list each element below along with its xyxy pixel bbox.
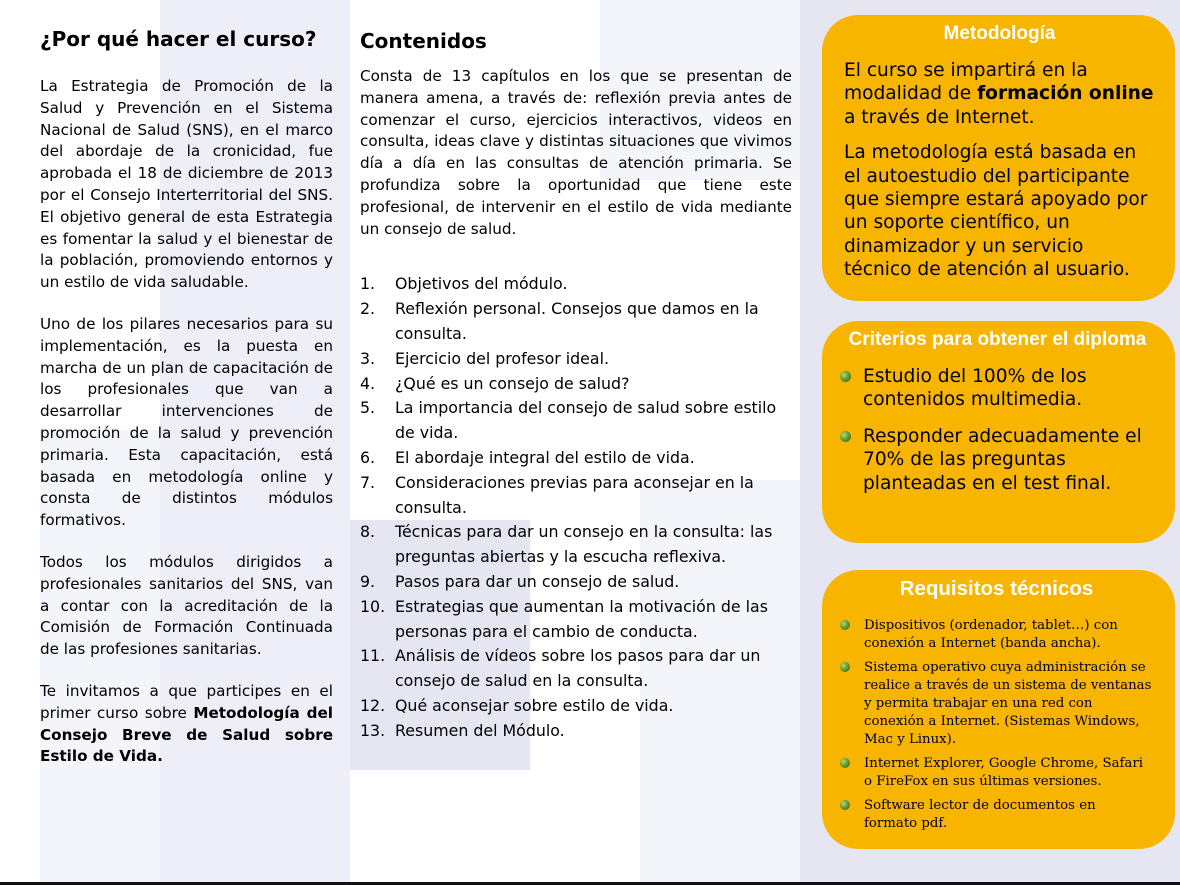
- contents-heading: Contenidos: [360, 29, 487, 53]
- chapter-title: Qué aconsejar sobre estilo de vida.: [395, 695, 674, 715]
- requirement-item: [840, 797, 1153, 833]
- methodology-online-bold: formación online: [977, 83, 1154, 105]
- chapter-title: Pasos para dar un consejo de salud.: [395, 571, 680, 591]
- bullet-icon: [840, 800, 850, 810]
- chapter-title: Análisis de vídeos sobre los pasos para dar un consejo de salud en la consulta.: [395, 646, 761, 691]
- requirement-item-text: Internet Explorer, Google Chrome, Safari o FireFox en sus últimas versiones.: [864, 756, 1143, 789]
- chapter-number: 11.: [360, 646, 386, 666]
- chapter-title: Resumen del Módulo.: [395, 720, 565, 740]
- chapter-item: [360, 297, 792, 347]
- chapter-title: ¿Qué es un consejo de salud?: [395, 373, 630, 393]
- bullet-icon: [840, 620, 850, 630]
- chapter-number: 4.: [360, 373, 376, 393]
- criteria-item: [840, 425, 1155, 495]
- chapter-item: [360, 272, 792, 297]
- requirement-item: [840, 617, 1153, 653]
- chapter-number: 10.: [360, 596, 386, 616]
- chapter-title: Técnicas para dar un consejo en la consulta: las preguntas abiertas y la escucha reflexiva.: [395, 522, 773, 567]
- requirement-item: [840, 755, 1153, 791]
- why-section: [40, 26, 333, 788]
- chapter-title: La importancia del consejo de salud sobre estilo de vida.: [395, 398, 777, 443]
- criteria-title: Criterios para obtener el diploma: [848, 329, 1147, 350]
- chapter-number: 12.: [360, 695, 386, 715]
- chapter-item: [360, 471, 792, 521]
- chapter-title: Objetivos del módulo.: [395, 274, 568, 294]
- chapter-title: El abordaje integral del estilo de vida.: [395, 447, 695, 467]
- why-paragraph-4-text: Te invitamos a que participes en el primer curso sobre: [40, 681, 333, 722]
- chapter-item: [360, 396, 792, 446]
- requirement-item-text: Dispositivos (ordenador, tablet…) con conexión a Internet (banda ancha).: [864, 618, 1118, 651]
- methodology-text-end: a través de Internet.: [844, 106, 1035, 128]
- chapter-item: [360, 694, 792, 719]
- why-heading: ¿Por qué hacer el curso?: [40, 27, 317, 51]
- why-paragraph-3: Todos los módulos dirigidos a profesionales sanitarios del SNS, van a contar con la acreditación de la Comisión de Formación Continuada de las profesiones sanitarias.: [40, 552, 333, 659]
- bullet-icon: [840, 371, 851, 382]
- criteria-box: [822, 321, 1175, 543]
- requirement-item-text: Sistema operativo cuya administración se realice a través de un sistema de ventanas y permita trabajar en una red con conexión a Internet. (Sistemas Windows, Mac y Linux).: [864, 660, 1152, 747]
- criteria-item-text: Estudio del 100% de los contenidos multimedia.: [863, 366, 1087, 411]
- contents-intro: Consta de 13 capítulos en los que se presentan de manera amena, a través de: reflexión previa antes de comenzar el curso, ejercicios interactivos, videos en consulta, ideas clave y distintas situaciones que vivimos día a día en las consultas de atención primaria. Se profundiza sobre la oportunidad que tiene este profesional, de intervenir en el estilo de vida mediante un consejo de salud.: [360, 67, 792, 238]
- methodology-box: [822, 15, 1175, 301]
- chapter-item: [360, 347, 792, 372]
- criteria-item: [840, 365, 1155, 412]
- chapter-title: Estrategias que aumentan la motivación de las personas para el cambio de conducta.: [395, 596, 768, 641]
- chapter-number: 3.: [360, 348, 376, 368]
- why-paragraph-2: Uno de los pilares necesarios para su implementación, es la puesta en marcha de un plan de capacitación de los profesionales que van a desarrollar intervenciones de promoción de la salud y prevención primaria. Esta capacitación, está basada en metodología online y consta de distintos módulos formativos.: [40, 314, 333, 530]
- contents-section: [360, 28, 792, 744]
- methodology-paragraph-1: [844, 59, 1155, 129]
- chapter-number: 1.: [360, 274, 376, 294]
- chapter-item: [360, 446, 792, 471]
- chapter-number: 5.: [360, 398, 376, 418]
- why-paragraph-1: La Estrategia de Promoción de la Salud y Prevención en el Sistema Nacional de Salud (SNS), en el marco del abordaje de la cronicidad, fue aprobada el 18 de diciembre de 2013 por el Consejo Interterritorial del SNS. El objetivo general de esta Estrategia es fomentar la salud y el bienestar de la población, promoviendo entornos y un estilo de vida saludable.: [40, 77, 333, 292]
- chapter-title: Ejercicio del profesor ideal.: [395, 348, 609, 368]
- methodology-text-start: El curso se impartirá en la modalidad de: [844, 60, 1088, 105]
- chapter-number: 9.: [360, 571, 376, 591]
- chapter-list: [360, 272, 792, 743]
- chapter-title: Consideraciones previas para aconsejar en la consulta.: [395, 472, 754, 517]
- chapter-number: 2.: [360, 299, 376, 319]
- chapter-item: [360, 595, 792, 645]
- methodology-paragraph-2: La metodología está basada en el autoestudio del participante que siempre estará apoyado por un soporte científico, un dinamizador y un servicio técnico de atención al usuario.: [844, 142, 1148, 281]
- chapter-number: 6.: [360, 447, 376, 467]
- bullet-icon: [840, 662, 850, 672]
- chapter-number: 13.: [360, 720, 386, 740]
- requirements-title: Requisitos técnicos: [899, 577, 1094, 600]
- chapter-item: [360, 372, 792, 397]
- requirements-box: [822, 570, 1175, 849]
- chapter-item: [360, 520, 792, 570]
- why-paragraph-4: [40, 681, 333, 768]
- chapter-number: 8.: [360, 522, 376, 542]
- chapter-item: [360, 644, 792, 694]
- chapter-item: [360, 719, 792, 744]
- bullet-icon: [840, 758, 850, 768]
- course-name: Metodología del Consejo Breve de Salud sobre Estilo de Vida.: [40, 703, 334, 766]
- bullet-icon: [840, 431, 851, 442]
- criteria-item-text: Responder adecuadamente el 70% de las preguntas planteadas en el test final.: [863, 425, 1142, 494]
- chapter-item: [360, 570, 792, 595]
- chapter-title: Reflexión personal. Consejos que damos en la consulta.: [395, 299, 759, 343]
- methodology-title: Metodología: [943, 23, 1056, 44]
- requirement-item-text: Software lector de documentos en formato pdf.: [864, 798, 1096, 831]
- chapter-number: 7.: [360, 472, 376, 492]
- requirement-item: [840, 659, 1153, 749]
